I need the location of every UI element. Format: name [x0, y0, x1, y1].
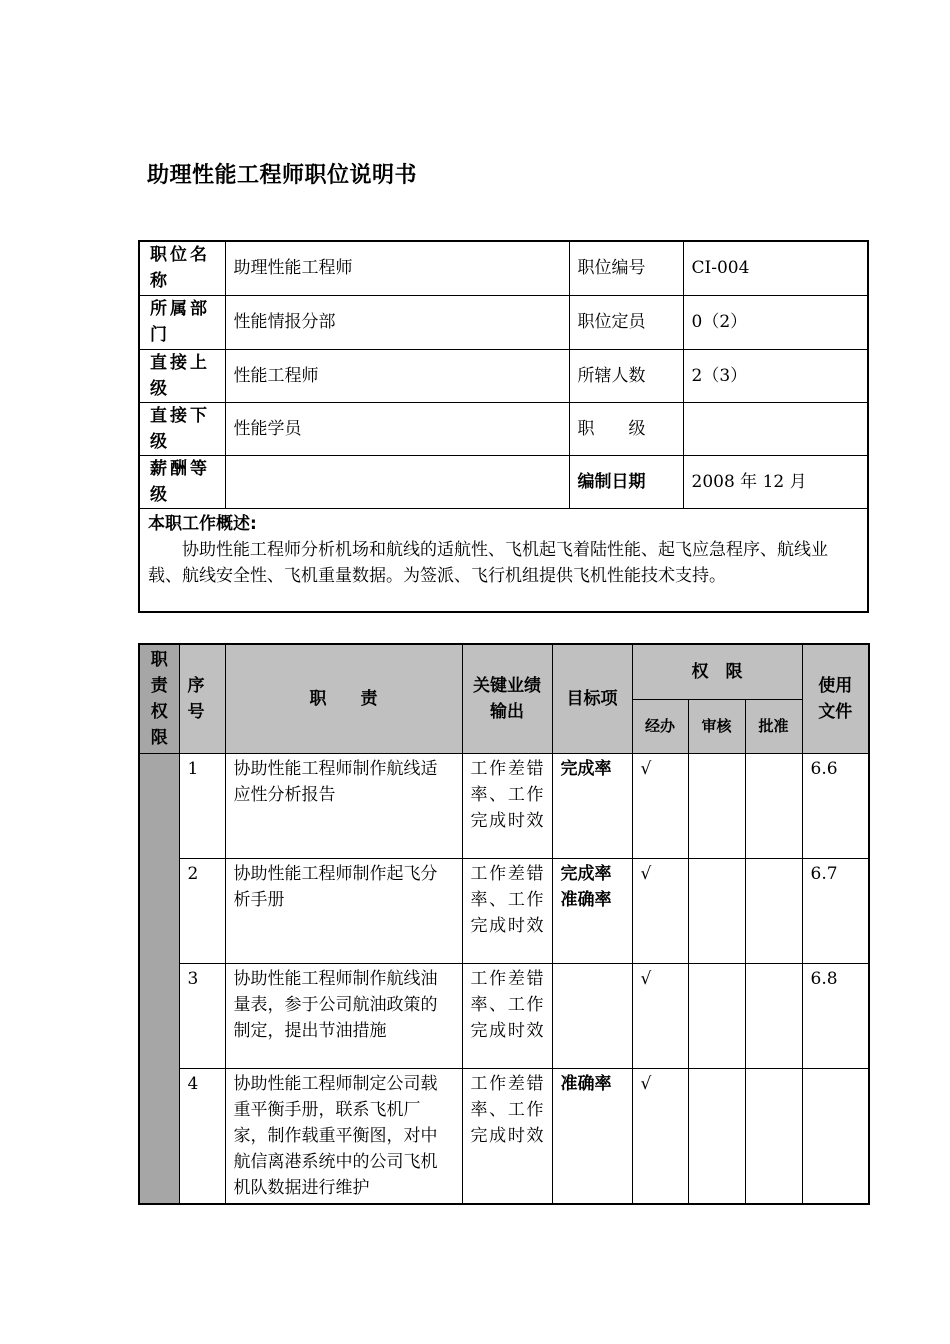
review-header: 审核	[688, 699, 745, 753]
duty-authority-table	[138, 643, 870, 1205]
page-title: 助理性能工程师职位说明书	[147, 163, 418, 188]
row-seq: 1	[179, 754, 225, 859]
info-row	[139, 349, 868, 402]
info-label: 直接下级	[139, 402, 225, 455]
info-row	[139, 455, 868, 508]
row-target: 准确率	[552, 1069, 632, 1205]
info-label-2: 职位编号	[569, 241, 683, 295]
row-kpi: 工作差错率、工作完成时效	[462, 964, 552, 1069]
doc-header: 使用文件	[802, 644, 869, 754]
duty-side-strip	[139, 754, 179, 1205]
job-summary-text: 协助性能工程师分析机场和航线的适航性、飞机起飞着陆性能、起飞应急程序、航线业载、航线安全性、飞机重量数据。为签派、飞行机组提供飞机性能技术支持。	[148, 539, 828, 586]
info-value: 性能学员	[225, 402, 569, 455]
row-handle-check: √	[632, 754, 688, 859]
row-duty: 协助性能工程师制作航线油量表，参于公司航油政策的制定，提出节油措施	[225, 964, 462, 1069]
info-value: 助理性能工程师	[225, 241, 569, 295]
info-label-2: 编制日期	[569, 455, 683, 508]
info-label-2: 职位定员	[569, 295, 683, 349]
info-label: 所属部门	[139, 295, 225, 349]
row-target: 完成率	[552, 754, 632, 859]
row-kpi: 工作差错率、工作完成时效	[462, 859, 552, 964]
info-value: 性能工程师	[225, 349, 569, 402]
approve-header: 批准	[745, 699, 802, 753]
row-review-check	[688, 859, 745, 964]
row-target: 完成率 准确率	[552, 859, 632, 964]
row-duty: 协助性能工程师制作航线适应性分析报告	[225, 754, 462, 859]
info-value: 性能情报分部	[225, 295, 569, 349]
duty-side-label-header: 职 责 权 限	[139, 644, 179, 754]
row-approve-check	[745, 964, 802, 1069]
row-doc: 6.8	[802, 964, 869, 1069]
info-label-2: 所辖人数	[569, 349, 683, 402]
duty-header: 职 责	[225, 644, 462, 754]
info-value-2: CI-004	[683, 241, 868, 295]
info-value-2: 0（2）	[683, 295, 868, 349]
row-approve-check	[745, 754, 802, 859]
row-doc: 6.6	[802, 754, 869, 859]
handle-header: 经办	[632, 699, 688, 753]
row-duty: 协助性能工程师制定公司载重平衡手册，联系飞机厂家，制作载重平衡图，对中航信离港系统中的公司飞机机队数据进行维护	[225, 1069, 462, 1205]
row-duty: 协助性能工程师制作起飞分析手册	[225, 859, 462, 964]
seq-header: 序号	[179, 644, 225, 754]
duty-row	[139, 859, 869, 964]
info-value-2	[683, 402, 868, 455]
row-kpi: 工作差错率、工作完成时效	[462, 1069, 552, 1205]
info-label: 薪酬等级	[139, 455, 225, 508]
info-value-2: 2（3）	[683, 349, 868, 402]
duty-row	[139, 754, 869, 859]
row-doc	[802, 1069, 869, 1205]
info-label: 职位名称	[139, 241, 225, 295]
row-handle-check: √	[632, 964, 688, 1069]
info-label: 直接上级	[139, 349, 225, 402]
row-seq: 3	[179, 964, 225, 1069]
target-header: 目标项	[552, 644, 632, 754]
info-label-2: 职 级	[569, 402, 683, 455]
duty-row	[139, 964, 869, 1069]
row-kpi: 工作差错率、工作完成时效	[462, 754, 552, 859]
row-seq: 4	[179, 1069, 225, 1205]
job-summary	[139, 508, 868, 612]
row-doc: 6.7	[802, 859, 869, 964]
info-row	[139, 402, 868, 455]
row-review-check	[688, 964, 745, 1069]
row-target	[552, 964, 632, 1069]
permission-header: 权 限	[632, 644, 802, 699]
position-info-table	[138, 240, 869, 613]
row-handle-check: √	[632, 1069, 688, 1205]
duty-row	[139, 1069, 869, 1205]
info-row	[139, 295, 868, 349]
row-review-check	[688, 754, 745, 859]
row-seq: 2	[179, 859, 225, 964]
row-approve-check	[745, 859, 802, 964]
info-value-2: 2008 年 12 月	[683, 455, 868, 508]
row-approve-check	[745, 1069, 802, 1205]
row-handle-check: √	[632, 859, 688, 964]
kpi-header: 关键业绩输出	[462, 644, 552, 754]
job-summary-title: 本职工作概述:	[148, 513, 257, 534]
info-row	[139, 241, 868, 295]
row-review-check	[688, 1069, 745, 1205]
info-value	[225, 455, 569, 508]
